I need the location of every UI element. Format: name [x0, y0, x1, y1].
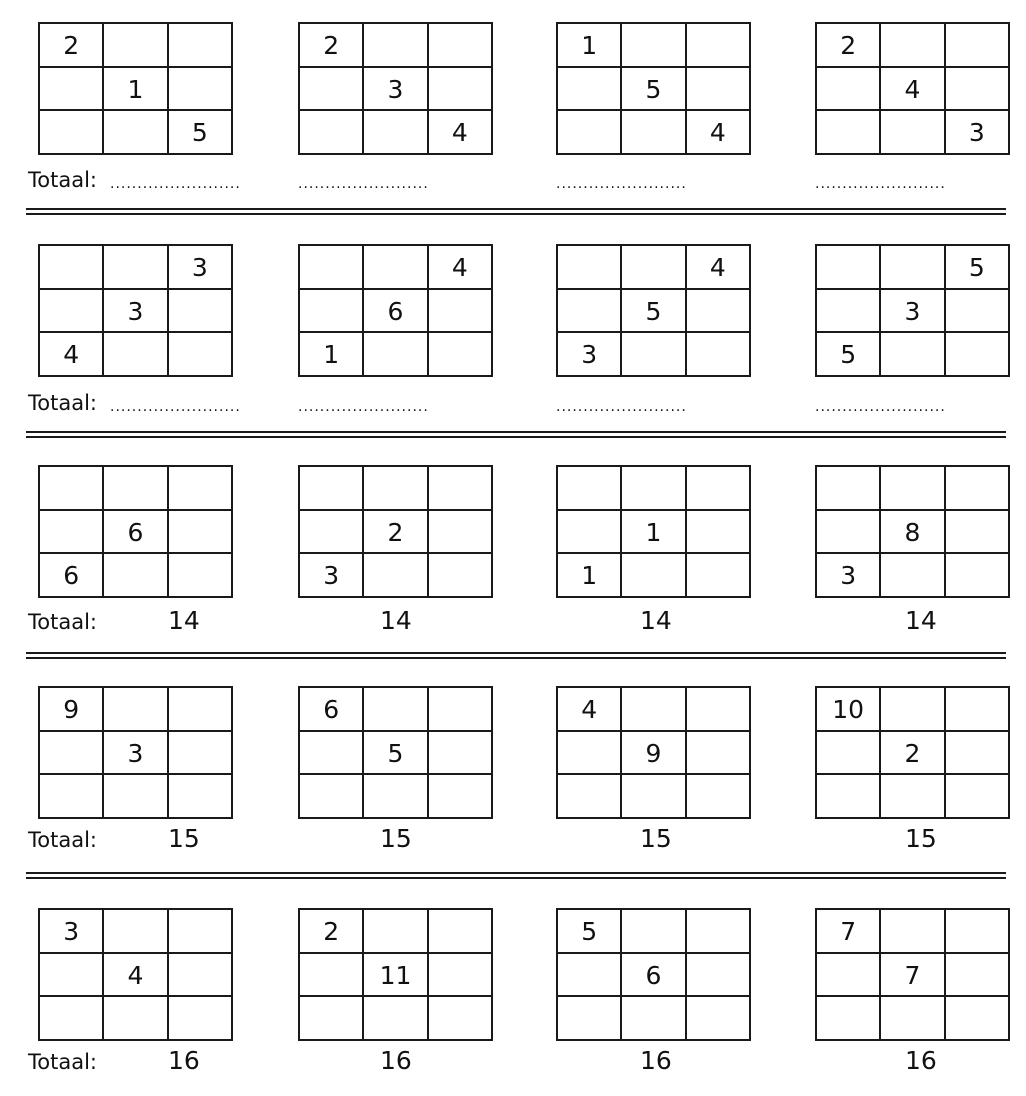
total-answer-line[interactable]: ........................ — [110, 177, 241, 191]
grid-cell[interactable] — [881, 910, 945, 954]
grid-cell: 7 — [817, 910, 881, 954]
grid-cell: 5 — [946, 246, 1010, 290]
grid-cell[interactable] — [169, 554, 233, 598]
total-answer-line[interactable]: ........................ — [298, 177, 429, 191]
grid-cell[interactable] — [40, 111, 104, 155]
grid-cell[interactable] — [687, 688, 751, 732]
grid-cell[interactable] — [429, 290, 493, 334]
puzzle-grid — [815, 908, 1010, 1041]
grid-cell: 3 — [169, 246, 233, 290]
total-answer-line[interactable]: ........................ — [815, 177, 946, 191]
grid-cell[interactable] — [104, 997, 168, 1041]
grid-cell[interactable] — [817, 290, 881, 334]
grid-cell: 1 — [622, 511, 686, 555]
grid-cell[interactable] — [622, 246, 686, 290]
grid-cell[interactable] — [946, 467, 1010, 511]
grid-cell[interactable] — [300, 775, 364, 819]
grid-cell[interactable] — [687, 910, 751, 954]
grid-cell[interactable] — [169, 775, 233, 819]
grid-cell[interactable] — [881, 246, 945, 290]
total-value: 15 — [905, 824, 937, 853]
grid-cell[interactable] — [429, 775, 493, 819]
grid-cell[interactable] — [881, 467, 945, 511]
grid-cell[interactable] — [687, 24, 751, 68]
grid-cell[interactable] — [817, 732, 881, 776]
grid-cell[interactable] — [946, 732, 1010, 776]
grid-cell[interactable] — [169, 467, 233, 511]
total-value: 15 — [640, 824, 672, 853]
grid-cell[interactable] — [817, 467, 881, 511]
grid-cell[interactable] — [40, 511, 104, 555]
grid-cell[interactable] — [169, 910, 233, 954]
grid-cell[interactable] — [558, 68, 622, 112]
total-value: 15 — [168, 824, 200, 853]
total-answer-line[interactable]: ........................ — [556, 177, 687, 191]
grid-cell[interactable] — [558, 246, 622, 290]
grid-cell[interactable] — [429, 333, 493, 377]
grid-cell[interactable] — [881, 775, 945, 819]
grid-cell: 2 — [40, 24, 104, 68]
grid-cell[interactable] — [364, 111, 428, 155]
grid-cell[interactable] — [429, 511, 493, 555]
grid-cell[interactable] — [558, 290, 622, 334]
grid-cell[interactable] — [946, 554, 1010, 598]
grid-cell[interactable] — [558, 467, 622, 511]
grid-cell[interactable] — [429, 24, 493, 68]
grid-cell[interactable] — [104, 775, 168, 819]
grid-cell[interactable] — [946, 954, 1010, 998]
grid-cell[interactable] — [622, 775, 686, 819]
grid-cell[interactable] — [364, 467, 428, 511]
grid-cell[interactable] — [169, 24, 233, 68]
grid-cell[interactable] — [364, 333, 428, 377]
grid-cell: 4 — [40, 333, 104, 377]
grid-cell[interactable] — [40, 954, 104, 998]
grid-cell[interactable] — [622, 997, 686, 1041]
grid-cell[interactable] — [881, 997, 945, 1041]
grid-cell[interactable] — [429, 554, 493, 598]
grid-cell: 5 — [558, 910, 622, 954]
grid-cell: 1 — [104, 68, 168, 112]
grid-cell[interactable] — [104, 24, 168, 68]
grid-cell[interactable] — [622, 688, 686, 732]
grid-cell[interactable] — [558, 732, 622, 776]
grid-cell: 5 — [622, 290, 686, 334]
puzzle-grid — [298, 465, 493, 598]
grid-cell[interactable] — [40, 246, 104, 290]
grid-cell[interactable] — [881, 554, 945, 598]
grid-cell[interactable] — [300, 246, 364, 290]
total-value: 16 — [380, 1046, 412, 1075]
grid-cell[interactable] — [169, 732, 233, 776]
grid-cell[interactable] — [622, 111, 686, 155]
grid-cell[interactable] — [364, 246, 428, 290]
grid-cell: 6 — [622, 954, 686, 998]
puzzle-grid — [38, 908, 233, 1041]
puzzle-grid — [298, 908, 493, 1041]
grid-cell[interactable] — [687, 732, 751, 776]
grid-cell[interactable] — [817, 775, 881, 819]
grid-cell[interactable] — [300, 732, 364, 776]
grid-cell[interactable] — [429, 954, 493, 998]
grid-cell[interactable] — [817, 68, 881, 112]
grid-cell: 5 — [817, 333, 881, 377]
total-value: 16 — [640, 1046, 672, 1075]
grid-cell[interactable] — [622, 467, 686, 511]
grid-cell: 2 — [300, 24, 364, 68]
grid-cell[interactable] — [300, 111, 364, 155]
grid-cell[interactable] — [817, 246, 881, 290]
grid-cell: 6 — [40, 554, 104, 598]
puzzle-grid — [38, 244, 233, 377]
grid-cell[interactable] — [946, 775, 1010, 819]
grid-cell: 2 — [881, 732, 945, 776]
grid-cell: 1 — [558, 24, 622, 68]
grid-cell[interactable] — [946, 24, 1010, 68]
puzzle-grid — [556, 244, 751, 377]
grid-cell[interactable] — [429, 732, 493, 776]
grid-cell[interactable] — [40, 290, 104, 334]
grid-cell[interactable] — [622, 333, 686, 377]
grid-cell[interactable] — [881, 688, 945, 732]
grid-cell[interactable] — [429, 68, 493, 112]
grid-cell[interactable] — [687, 554, 751, 598]
grid-cell[interactable] — [364, 688, 428, 732]
row-separator — [26, 431, 1006, 438]
grid-cell: 6 — [364, 290, 428, 334]
total-answer-line[interactable]: ........................ — [298, 400, 429, 414]
grid-cell: 4 — [687, 111, 751, 155]
grid-cell: 1 — [558, 554, 622, 598]
grid-cell[interactable] — [300, 997, 364, 1041]
grid-cell[interactable] — [687, 511, 751, 555]
grid-cell: 4 — [104, 954, 168, 998]
grid-cell[interactable] — [429, 688, 493, 732]
grid-cell[interactable] — [40, 732, 104, 776]
grid-cell[interactable] — [558, 511, 622, 555]
grid-cell[interactable] — [169, 333, 233, 377]
grid-cell: 3 — [364, 68, 428, 112]
grid-cell[interactable] — [817, 997, 881, 1041]
puzzle-grid — [298, 22, 493, 155]
grid-cell: 9 — [622, 732, 686, 776]
grid-cell[interactable] — [169, 290, 233, 334]
grid-cell: 6 — [300, 688, 364, 732]
grid-cell: 3 — [104, 290, 168, 334]
grid-cell: 8 — [881, 511, 945, 555]
grid-cell[interactable] — [687, 467, 751, 511]
grid-cell[interactable] — [946, 997, 1010, 1041]
grid-cell: 3 — [817, 554, 881, 598]
grid-cell: 5 — [622, 68, 686, 112]
grid-cell[interactable] — [429, 910, 493, 954]
grid-cell: 4 — [429, 246, 493, 290]
total-label: Totaal: — [28, 1050, 97, 1074]
puzzle-grid — [38, 465, 233, 598]
grid-cell: 4 — [558, 688, 622, 732]
grid-cell[interactable] — [300, 68, 364, 112]
puzzle-grid — [815, 686, 1010, 819]
grid-cell[interactable] — [946, 688, 1010, 732]
grid-cell[interactable] — [946, 910, 1010, 954]
puzzle-grid — [815, 465, 1010, 598]
grid-cell: 4 — [687, 246, 751, 290]
total-value: 14 — [640, 606, 672, 635]
grid-cell[interactable] — [300, 511, 364, 555]
grid-cell[interactable] — [104, 467, 168, 511]
grid-cell: 3 — [40, 910, 104, 954]
grid-cell[interactable] — [364, 910, 428, 954]
grid-cell[interactable] — [104, 688, 168, 732]
grid-cell[interactable] — [40, 467, 104, 511]
grid-cell[interactable] — [687, 954, 751, 998]
row-separator — [26, 872, 1006, 879]
total-label: Totaal: — [28, 610, 97, 634]
grid-cell[interactable] — [104, 554, 168, 598]
grid-cell: 1 — [300, 333, 364, 377]
grid-cell[interactable] — [622, 910, 686, 954]
puzzle-grid — [298, 244, 493, 377]
grid-cell[interactable] — [687, 333, 751, 377]
grid-cell[interactable] — [169, 688, 233, 732]
grid-cell[interactable] — [104, 333, 168, 377]
grid-cell[interactable] — [104, 910, 168, 954]
grid-cell: 3 — [104, 732, 168, 776]
grid-cell[interactable] — [429, 467, 493, 511]
grid-cell[interactable] — [169, 997, 233, 1041]
grid-cell[interactable] — [622, 554, 686, 598]
grid-cell: 3 — [881, 290, 945, 334]
grid-cell: 4 — [881, 68, 945, 112]
grid-cell[interactable] — [364, 997, 428, 1041]
grid-cell: 6 — [104, 511, 168, 555]
grid-cell[interactable] — [300, 290, 364, 334]
total-value: 14 — [168, 606, 200, 635]
puzzle-grid — [298, 686, 493, 819]
total-value: 14 — [905, 606, 937, 635]
total-answer-line[interactable]: ........................ — [815, 400, 946, 414]
grid-cell[interactable] — [300, 467, 364, 511]
grid-cell[interactable] — [558, 775, 622, 819]
grid-cell[interactable] — [40, 775, 104, 819]
grid-cell: 3 — [558, 333, 622, 377]
grid-cell[interactable] — [946, 290, 1010, 334]
grid-cell[interactable] — [558, 954, 622, 998]
grid-cell[interactable] — [881, 111, 945, 155]
puzzle-grid — [556, 465, 751, 598]
grid-cell: 9 — [40, 688, 104, 732]
grid-cell[interactable] — [300, 954, 364, 998]
grid-cell[interactable] — [364, 554, 428, 598]
grid-cell[interactable] — [687, 775, 751, 819]
grid-cell[interactable] — [687, 997, 751, 1041]
grid-cell: 5 — [169, 111, 233, 155]
grid-cell[interactable] — [364, 775, 428, 819]
total-label: Totaal: — [28, 168, 97, 192]
grid-cell[interactable] — [687, 290, 751, 334]
grid-cell: 3 — [946, 111, 1010, 155]
grid-cell[interactable] — [40, 997, 104, 1041]
grid-cell: 5 — [364, 732, 428, 776]
row-separator — [26, 652, 1006, 659]
grid-cell[interactable] — [622, 24, 686, 68]
grid-cell[interactable] — [104, 111, 168, 155]
total-answer-line[interactable]: ........................ — [110, 400, 241, 414]
grid-cell: 7 — [881, 954, 945, 998]
total-value: 16 — [905, 1046, 937, 1075]
puzzle-grid — [556, 686, 751, 819]
grid-cell[interactable] — [558, 111, 622, 155]
grid-cell[interactable] — [881, 24, 945, 68]
grid-cell[interactable] — [169, 68, 233, 112]
grid-cell[interactable] — [169, 511, 233, 555]
grid-cell: 2 — [300, 910, 364, 954]
grid-cell[interactable] — [817, 511, 881, 555]
puzzle-grid — [815, 244, 1010, 377]
grid-cell: 3 — [300, 554, 364, 598]
grid-cell[interactable] — [429, 997, 493, 1041]
puzzle-grid — [556, 22, 751, 155]
grid-cell: 4 — [429, 111, 493, 155]
grid-cell[interactable] — [817, 954, 881, 998]
total-label: Totaal: — [28, 828, 97, 852]
grid-cell: 10 — [817, 688, 881, 732]
puzzle-grid — [38, 686, 233, 819]
grid-cell[interactable] — [364, 24, 428, 68]
puzzle-grid — [815, 22, 1010, 155]
grid-cell[interactable] — [169, 954, 233, 998]
grid-cell[interactable] — [40, 68, 104, 112]
total-value: 15 — [380, 824, 412, 853]
grid-cell: 2 — [817, 24, 881, 68]
grid-cell[interactable] — [817, 111, 881, 155]
total-value: 14 — [380, 606, 412, 635]
grid-cell[interactable] — [946, 511, 1010, 555]
grid-cell[interactable] — [558, 997, 622, 1041]
total-label: Totaal: — [28, 391, 97, 415]
total-answer-line[interactable]: ........................ — [556, 400, 687, 414]
grid-cell: 2 — [364, 511, 428, 555]
puzzle-grid — [38, 22, 233, 155]
grid-cell[interactable] — [687, 68, 751, 112]
grid-cell: 11 — [364, 954, 428, 998]
row-separator — [26, 208, 1006, 215]
grid-cell[interactable] — [881, 333, 945, 377]
grid-cell[interactable] — [104, 246, 168, 290]
grid-cell[interactable] — [946, 68, 1010, 112]
total-value: 16 — [168, 1046, 200, 1075]
puzzle-grid — [556, 908, 751, 1041]
grid-cell[interactable] — [946, 333, 1010, 377]
